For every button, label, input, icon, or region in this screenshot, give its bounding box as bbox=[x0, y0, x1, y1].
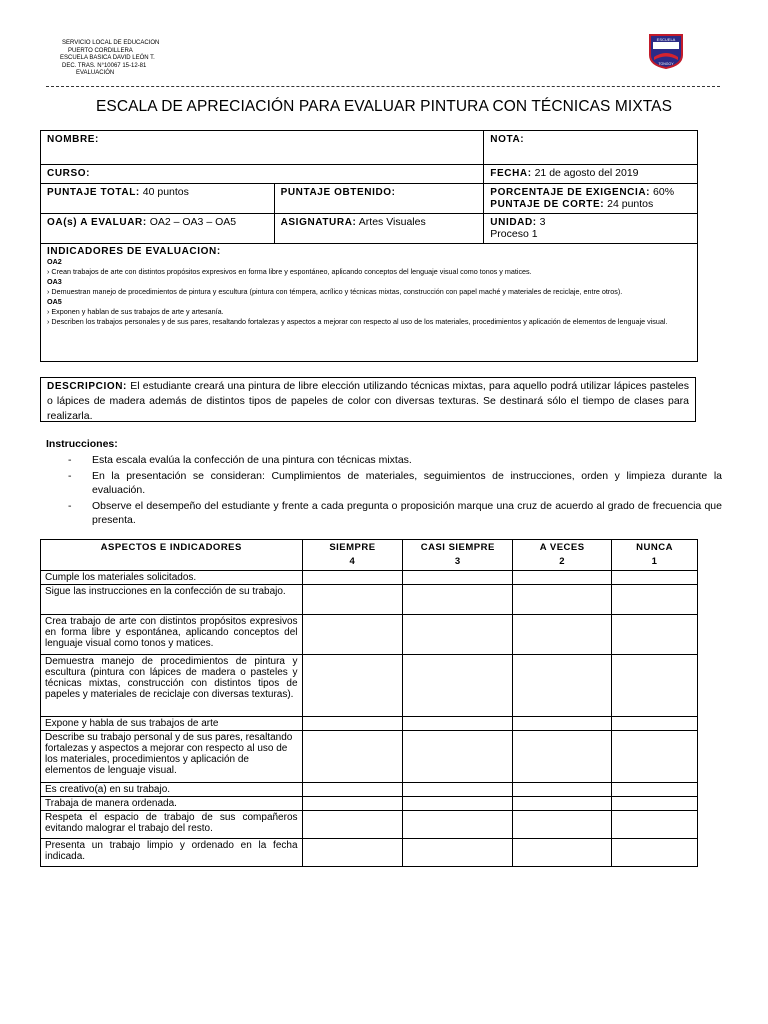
score-cell-a-veces[interactable] bbox=[513, 717, 612, 731]
unidad-cell bbox=[484, 214, 698, 244]
curso-field[interactable] bbox=[41, 165, 484, 184]
table-row bbox=[41, 731, 698, 783]
page-title: ESCALA DE APRECIACIÓN PARA EVALUAR PINTURA CON TÉCNICAS MIXTAS bbox=[95, 98, 673, 115]
header-line: PUERTO CORDILLERA bbox=[68, 47, 133, 54]
indicator-code: OA2 bbox=[47, 257, 62, 266]
header-line: SERVICIO LOCAL DE EDUCACION bbox=[62, 40, 160, 46]
grid-header-aspectos: ASPECTOS E INDICADORES bbox=[41, 540, 303, 571]
descripcion-box bbox=[40, 377, 696, 422]
table-row bbox=[41, 811, 698, 839]
porcentaje-label: PORCENTAJE DE EXIGENCIA: bbox=[490, 187, 651, 198]
table-row bbox=[41, 571, 698, 585]
header-line: ESCUELA BASICA DAVID LEÓN T. bbox=[60, 55, 155, 62]
grid-header-siempre: SIEMPRE 4 bbox=[302, 540, 403, 571]
table-row bbox=[41, 717, 698, 731]
score-cell-nunca[interactable] bbox=[612, 717, 698, 731]
nombre-field[interactable] bbox=[41, 131, 484, 165]
aspecto-cell: Describe su trabajo personal y de sus pares, resaltando fortalezas y aspectos a mejorar con respecto al uso de los materiales, procedimientos y aplicación de elementos de lenguaje visual. bbox=[41, 731, 303, 783]
student-info-table bbox=[40, 130, 698, 362]
corte-value: 24 puntos bbox=[607, 198, 654, 210]
score-cell-siempre[interactable] bbox=[302, 655, 403, 717]
score-cell-siempre[interactable] bbox=[302, 783, 403, 797]
score-cell-casi-siempre[interactable] bbox=[403, 783, 513, 797]
table-row bbox=[41, 585, 698, 615]
score-cell-nunca[interactable] bbox=[612, 839, 698, 867]
score-cell-siempre[interactable] bbox=[302, 615, 403, 655]
score-cell-a-veces[interactable] bbox=[513, 839, 612, 867]
unidad-label: UNIDAD: bbox=[490, 217, 537, 228]
score-cell-a-veces[interactable] bbox=[513, 615, 612, 655]
score-cell-siempre[interactable] bbox=[302, 731, 403, 783]
fecha-value: 21 de agosto del 2019 bbox=[534, 167, 639, 179]
header-line: EVALUACIÓN bbox=[76, 70, 115, 77]
grid-header-a-veces: A VECES 2 bbox=[513, 540, 612, 571]
header-line: DEC. TRAS. N°10067 15-12-81 bbox=[62, 62, 147, 69]
score-cell-nunca[interactable] bbox=[612, 615, 698, 655]
score-cell-casi-siempre[interactable] bbox=[403, 797, 513, 811]
score-cell-casi-siempre[interactable] bbox=[403, 655, 513, 717]
header-separator bbox=[46, 86, 720, 87]
corte-label: PUNTAJE DE CORTE: bbox=[490, 199, 605, 210]
aspecto-cell: Presenta un trabajo limpio y ordenado en la fecha indicada. bbox=[41, 839, 303, 867]
aspecto-cell: Trabaja de manera ordenada. bbox=[41, 797, 303, 811]
nombre-label: NOMBRE: bbox=[47, 134, 99, 145]
aspecto-cell: Cumple los materiales solicitados. bbox=[41, 571, 303, 585]
indicator-item: › Demuestran manejo de procedimientos de pintura y escultura (pintura con témpera, acrílico y técnicas mixtas, construcción con papel maché y materiales de reciclaje, entre otros). bbox=[47, 287, 623, 296]
score-cell-casi-siempre[interactable] bbox=[403, 811, 513, 839]
aspecto-cell: Expone y habla de sus trabajos de arte bbox=[41, 717, 303, 731]
exigencia-cell bbox=[484, 184, 698, 214]
puntaje-obtenido-label: PUNTAJE OBTENIDO: bbox=[280, 187, 396, 198]
indicadores-label: INDICADORES DE EVALUACION: bbox=[47, 246, 221, 257]
score-cell-a-veces[interactable] bbox=[513, 783, 612, 797]
indicator-item: › Describen los trabajos personales y de sus pares, resaltando fortalezas y aspectos a mejorar con respecto al uso de los materiales, procedimientos y aplicación de elementos de lenguaje visual. bbox=[47, 317, 668, 326]
score-cell-casi-siempre[interactable] bbox=[403, 615, 513, 655]
instruccion-item: - En la presentación se consideran: Cumplimientos de materiales, seguimientos de instrucciones, orden y limpieza durante la evaluación. bbox=[68, 470, 722, 496]
fecha-label: FECHA: bbox=[490, 168, 532, 179]
score-cell-casi-siempre[interactable] bbox=[403, 717, 513, 731]
score-cell-siempre[interactable] bbox=[302, 717, 403, 731]
porcentaje-value: 60% bbox=[653, 186, 675, 198]
nota-field[interactable] bbox=[484, 131, 698, 165]
puntaje-obtenido-field[interactable] bbox=[274, 184, 484, 214]
score-cell-casi-siempre[interactable] bbox=[403, 839, 513, 867]
oa-value: OA2 – OA3 – OA5 bbox=[149, 216, 237, 228]
instruccion-item: - Esta escala evalúa la confección de una pintura con técnicas mixtas. bbox=[68, 454, 412, 466]
nota-label: NOTA: bbox=[490, 134, 525, 145]
unidad-value: 3 bbox=[539, 216, 546, 228]
score-cell-siempre[interactable] bbox=[302, 797, 403, 811]
indicator-code: OA5 bbox=[47, 297, 62, 306]
score-cell-a-veces[interactable] bbox=[513, 797, 612, 811]
descripcion-text: El estudiante creará una pintura de libre elección utilizando técnicas mixtas, para aquello podrá utilizar lápices pasteles o lápices de madera además de distintos tipos de papeles de color con diversas texturas. Se destinará sólo el tiempo de clases para realizarla. bbox=[47, 380, 690, 422]
score-cell-nunca[interactable] bbox=[612, 571, 698, 585]
table-row bbox=[41, 797, 698, 811]
indicadores-cell bbox=[41, 244, 698, 362]
aspecto-cell: Sigue las instrucciones en la confección de su trabajo. bbox=[41, 585, 303, 615]
score-cell-nunca[interactable] bbox=[612, 783, 698, 797]
score-cell-siempre[interactable] bbox=[302, 839, 403, 867]
logo-text-top: ESCUELA bbox=[656, 37, 676, 42]
score-cell-siempre[interactable] bbox=[302, 585, 403, 615]
score-cell-nunca[interactable] bbox=[612, 811, 698, 839]
logo-text-bottom: TONGOY bbox=[658, 62, 674, 66]
descripcion-label: DESCRIPCION: bbox=[47, 381, 127, 392]
score-cell-nunca[interactable] bbox=[612, 797, 698, 811]
school-crest-icon bbox=[648, 33, 684, 69]
score-cell-nunca[interactable] bbox=[612, 655, 698, 717]
indicator-item: › Crean trabajos de arte con distintos propósitos expresivos en forma libre y espontáneo, aplicando conceptos del lenguaje visual como tonos y matices. bbox=[47, 267, 532, 276]
score-cell-a-veces[interactable] bbox=[513, 731, 612, 783]
table-row bbox=[41, 615, 698, 655]
instruccion-item: - Observe el desempeño del estudiante y frente a cada pregunta o proposición marque una cruz de acuerdo al grado de frecuencia que presenta. bbox=[68, 500, 722, 526]
oa-cell bbox=[41, 214, 275, 244]
score-cell-casi-siempre[interactable] bbox=[403, 731, 513, 783]
grid-header-casi-siempre: CASI SIEMPRE 3 bbox=[403, 540, 513, 571]
aspecto-cell: Respeta el espacio de trabajo de sus compañeros evitando malograr el trabajo del resto. bbox=[41, 811, 303, 839]
instrucciones-label: Instrucciones: bbox=[46, 438, 118, 450]
puntaje-total-value: 40 puntos bbox=[142, 186, 189, 198]
instrucciones-section bbox=[46, 437, 722, 529]
score-cell-a-veces[interactable] bbox=[513, 571, 612, 585]
score-cell-a-veces[interactable] bbox=[513, 811, 612, 839]
score-cell-siempre[interactable] bbox=[302, 811, 403, 839]
table-row bbox=[41, 783, 698, 797]
table-row bbox=[41, 655, 698, 717]
score-cell-nunca[interactable] bbox=[612, 731, 698, 783]
asignatura-label: ASIGNATURA: bbox=[280, 217, 357, 228]
puntaje-total-label: PUNTAJE TOTAL: bbox=[47, 187, 140, 198]
aspecto-cell: Demuestra manejo de procedimientos de pintura y escultura (pintura con lápices de madera o pasteles y técnicas mixtas, construcción con distintos tipos de papeles y materiales de reciclaje con diversas texturas). bbox=[41, 655, 303, 717]
indicator-item: › Exponen y hablan de sus trabajos de arte y artesanía. bbox=[47, 307, 224, 316]
grid-header-nunca: NUNCA 1 bbox=[612, 540, 698, 571]
curso-label: CURSO: bbox=[47, 168, 91, 179]
fecha-field bbox=[484, 165, 698, 184]
asignatura-value: Artes Visuales bbox=[358, 216, 426, 228]
score-cell-nunca[interactable] bbox=[612, 585, 698, 615]
score-cell-casi-siempre[interactable] bbox=[403, 585, 513, 615]
score-cell-siempre[interactable] bbox=[302, 571, 403, 585]
aspecto-cell: Es creativo(a) en su trabajo. bbox=[41, 783, 303, 797]
asignatura-cell bbox=[274, 214, 484, 244]
evaluation-grid bbox=[40, 539, 698, 867]
indicator-code: OA3 bbox=[47, 277, 62, 286]
score-cell-a-veces[interactable] bbox=[513, 655, 612, 717]
score-cell-a-veces[interactable] bbox=[513, 585, 612, 615]
score-cell-casi-siempre[interactable] bbox=[403, 571, 513, 585]
proceso-text: Proceso 1 bbox=[490, 228, 538, 240]
puntaje-total-cell bbox=[41, 184, 275, 214]
table-row bbox=[41, 839, 698, 867]
indicadores-list bbox=[47, 257, 691, 327]
oa-label: OA(s) A EVALUAR: bbox=[47, 217, 147, 228]
aspecto-cell: Crea trabajo de arte con distintos propósitos expresivos en forma libre y espontánea, aplicando conceptos del lenguaje visual como tonos y matices. bbox=[41, 615, 303, 655]
